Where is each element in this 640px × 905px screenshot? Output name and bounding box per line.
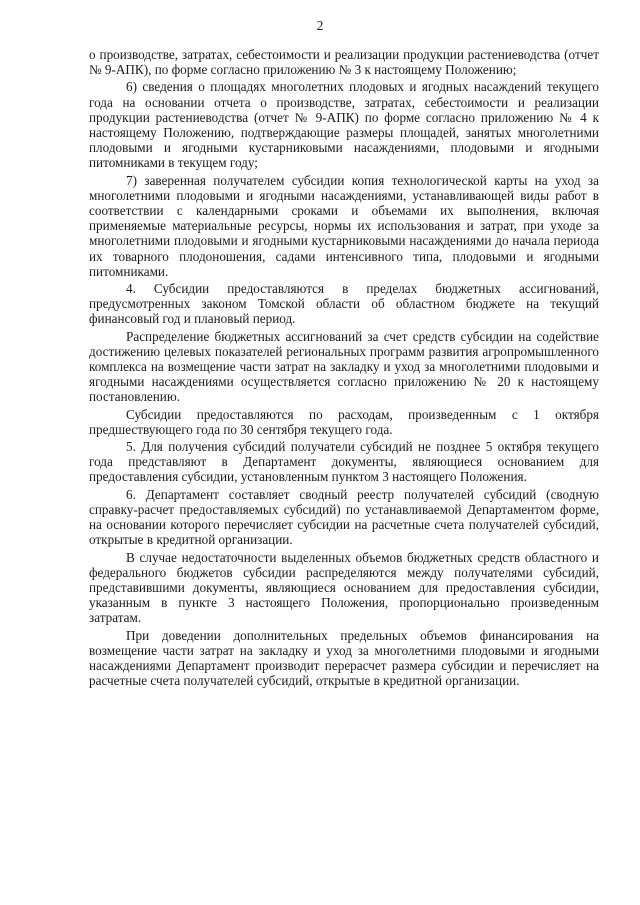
paragraph-distribution: Распределение бюджетных ассигнований за счет средств субсидии на содействие достижению целевых показателей региональных программ развития агропромышленного комплекса на возмещение части затрат на закладку и уход за многолетними плодовыми и ягодными насаждениями осуществляется согласно приложению № 20 к настоящему постановлению. bbox=[89, 328, 599, 405]
paragraph-recalculation: При доведении дополнительных предельных объемов финансирования на возмещение части затрат на закладку и уход за многолетними плодовыми и ягодными насаждениями Департамент производит перерасчет размера субсидии и перечисляет на расчетные счета получателей субсидий, открытые в кредитной организации. bbox=[89, 627, 599, 689]
paragraph-item-6: 6) сведения о площадях многолетних плодовых и ягодных насаждений текущего года на основании отчета о производстве, затратах, себестоимости и реализации продукции растениеводства (отчет № 9-АПК) по форме согласно приложению № 4 к настоящему Положению, подтверждающие размеры площадей, занятых многолетними плодовыми и ягодными кустарниковыми насаждениями, плодовыми и ягодными питомниками в текущем году; bbox=[89, 79, 599, 171]
paragraph-insufficiency: В случае недостаточности выделенных объемов бюджетных средств областного и федерального бюджетов субсидии распределяются между получателями субсидий, представившими документы, являющиеся основанием для предоставления субсидии, указанным в пункте 3 настоящего Положения, пропорционально произведенным затратам. bbox=[89, 549, 599, 626]
page-number: 2 bbox=[316, 18, 324, 33]
paragraph-clause-6: 6. Департамент составляет сводный реестр получателей субсидий (сводную справку-расчет предоставляемых субсидий) по устанавливаемой Департаментом форме, на основании которого перечисляет субсидии на расчетные счета получателей субсидий, открытые в кредитной организации. bbox=[89, 486, 599, 548]
paragraph-continuation: о производстве, затратах, себестоимости и реализации продукции растениеводства (отчет № 9-АПК), по форме согласно приложению № 3 к настоящему Положению; bbox=[89, 47, 599, 78]
paragraph-item-7: 7) заверенная получателем субсидии копия технологической карты на уход за многолетними плодовыми и ягодными насаждениями, устанавливающей виды работ в соответствии с календарными сроками и объемами их выполнения, включая применяемые материальные ресурсы, нормы их использования и затрат, при уходе за многолетними плодовыми и ягодными кустарниковыми насаждениями до начала периода их товарного плодоношения, садами интенсивного типа, плодовыми и ягодными питомниками. bbox=[89, 172, 599, 279]
paragraph-expense-period: Субсидии предоставляются по расходам, произведенным с 1 октября предшествующего года по 30 сентября текущего года. bbox=[89, 406, 599, 437]
paragraph-clause-4: 4. Субсидии предоставляются в пределах бюджетных ассигнований, предусмотренных законом Томской области об областном бюджете на текущий финансовый год и плановый период. bbox=[89, 281, 599, 327]
document-body bbox=[89, 47, 599, 690]
paragraph-clause-5: 5. Для получения субсидий получатели субсидий не позднее 5 октября текущего года представляют в Департамент документы, являющиеся основанием для предоставления субсидии, установленным пунктом 3 настоящего Положения. bbox=[89, 439, 599, 485]
